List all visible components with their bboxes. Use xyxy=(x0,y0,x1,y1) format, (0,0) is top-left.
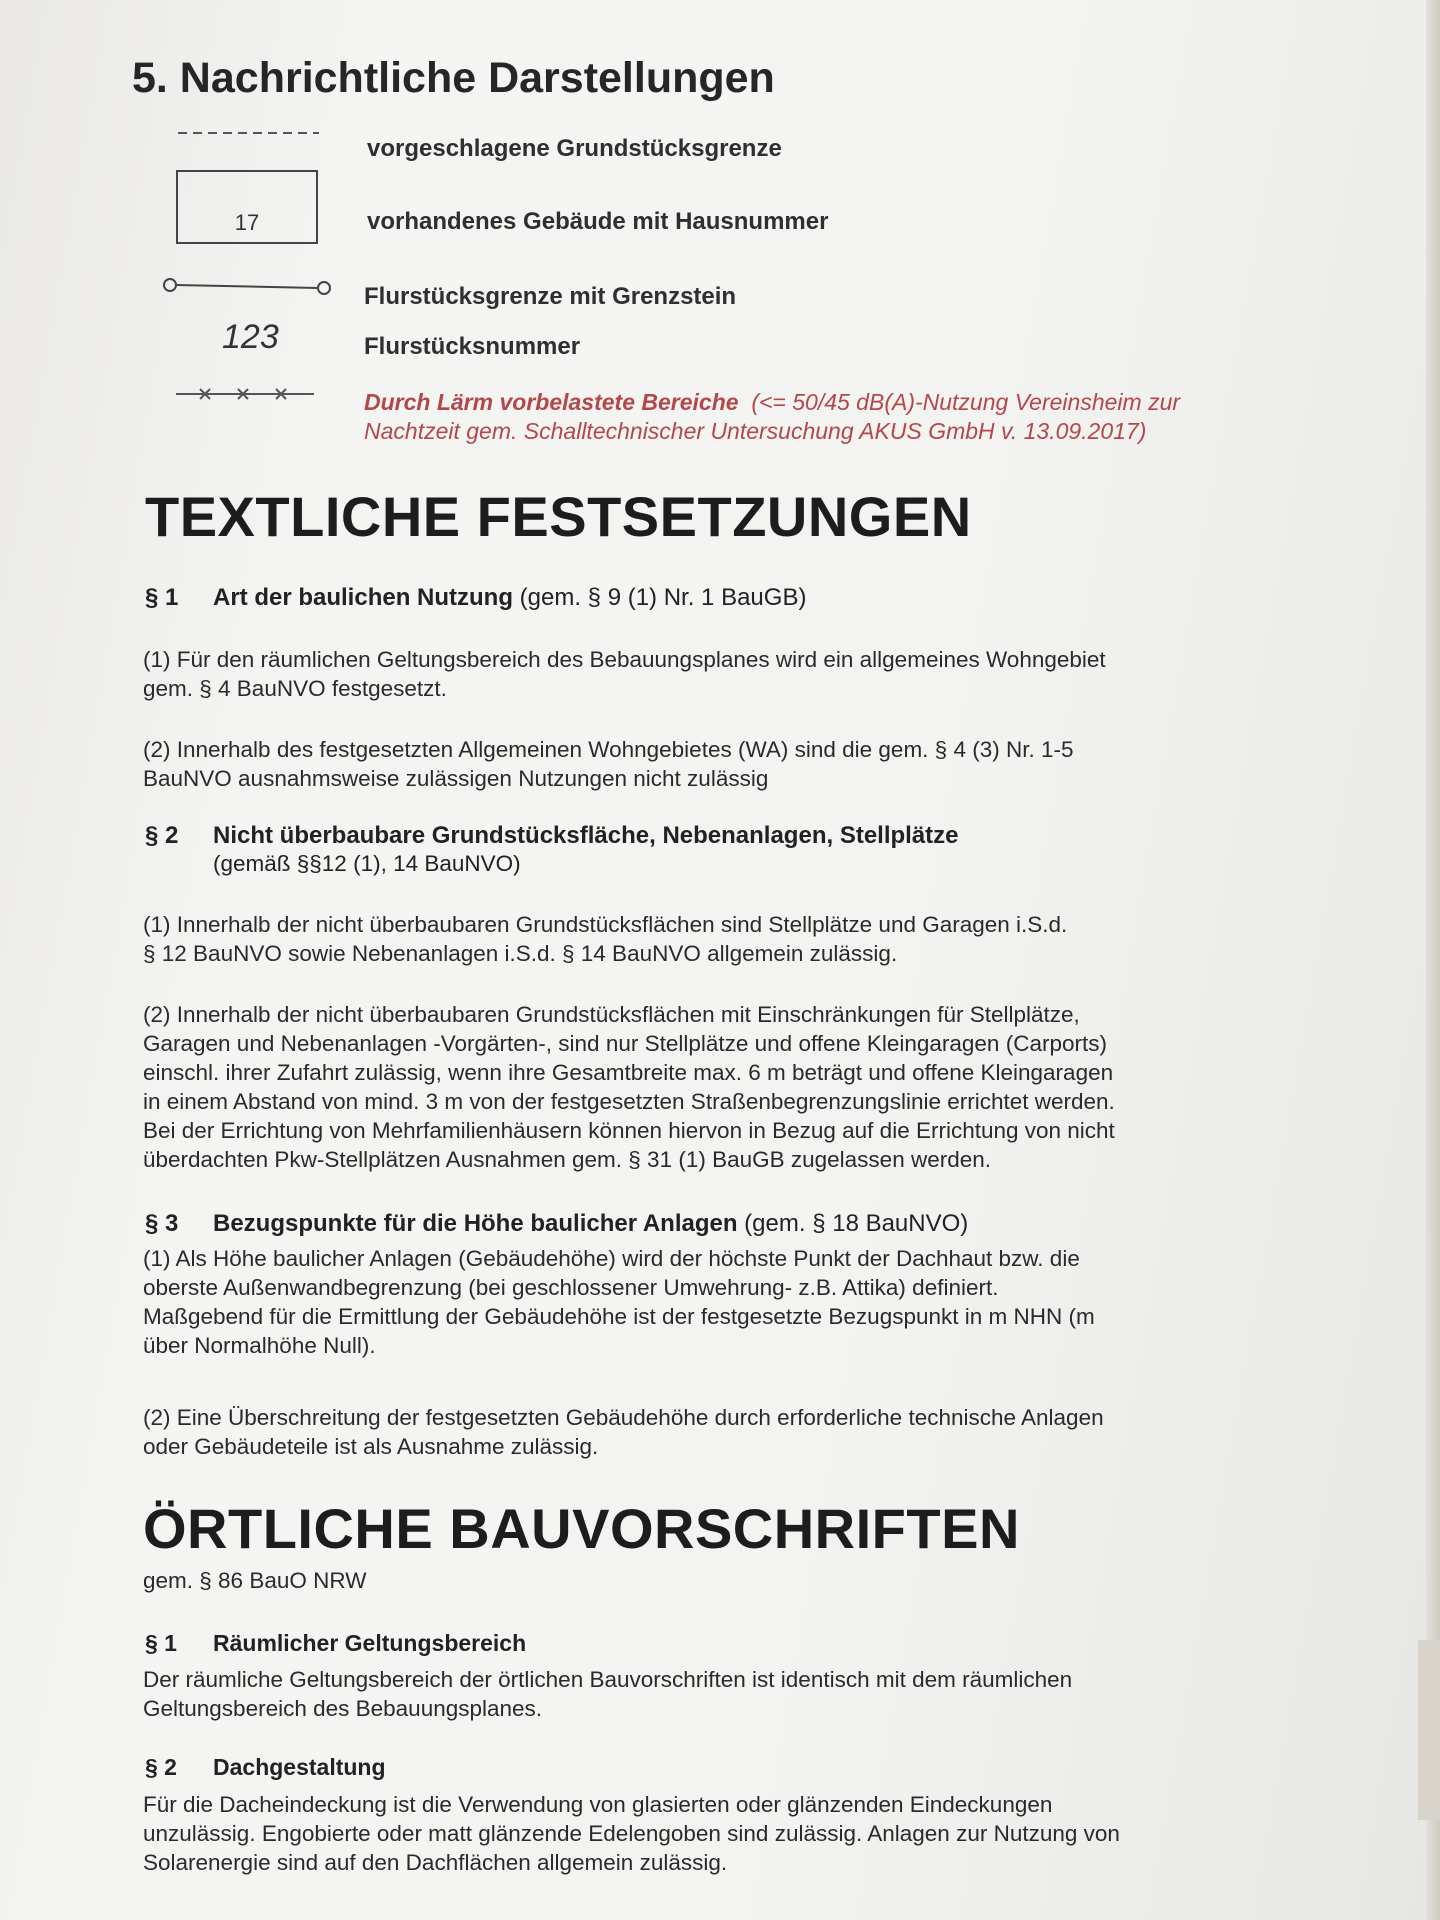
text-line: Bei der Errichtung von Mehrfamilienhäusern können hiervon in Bezug auf die Errichtung von nicht xyxy=(143,1118,1115,1143)
text-line: oberste Außenwandbegrenzung (bei geschlossener Umwehrung- z.B. Attika) definiert. xyxy=(143,1275,999,1300)
para-1-heading xyxy=(145,584,806,612)
parcel-number-sample: 123 xyxy=(222,318,279,356)
para-title: Bezugspunkte für die Höhe baulicher Anlagen xyxy=(213,1210,738,1237)
noise-detail-2: Nachtzeit gem. Schalltechnischer Untersuchung AKUS GmbH v. 13.09.2017) xyxy=(364,418,1147,444)
text-line: Maßgebend für die Ermittlung der Gebäudehöhe ist der festgesetzte Bezugspunkt in m NHN (m xyxy=(143,1304,1095,1329)
text-line: einschl. ihrer Zufahrt zulässig, wenn ihre Gesamtbreite max. 6 m beträgt und offene Kleingaragen xyxy=(143,1060,1114,1085)
legend-proposed-boundary: vorgeschlagene Grundstücksgrenze xyxy=(367,135,782,162)
oertliche-para-2-heading xyxy=(145,1754,386,1781)
text-line: (2) Innerhalb der nicht überbaubaren Grundstücksflächen mit Einschränkungen für Stellplätze, xyxy=(143,1002,1080,1027)
noise-area-symbol xyxy=(174,384,316,404)
legend-parcel-number: Flurstücksnummer xyxy=(364,333,581,360)
neighbor-sheet xyxy=(1418,1640,1440,1820)
noise-title: Durch Lärm vorbelastete Bereiche xyxy=(364,389,739,415)
para-ref: (gem. § 9 (1) Nr. 1 BauGB) xyxy=(513,584,807,611)
para-2-text-2 xyxy=(143,1000,1115,1174)
oertliche-para-2-text xyxy=(143,1790,1120,1877)
text-line: (1) Als Höhe baulicher Anlagen (Gebäudehöhe) wird der höchste Punkt der Dachhaut bzw. die xyxy=(143,1246,1080,1271)
para-title: Räumlicher Geltungsbereich xyxy=(213,1630,527,1656)
boundary-stone-symbol xyxy=(160,276,335,296)
oertliche-para-1-text xyxy=(143,1665,1072,1723)
para-number: § 1 xyxy=(145,1630,177,1656)
text-line: § 12 BauNVO sowie Nebenanlagen i.S.d. § 14 BauNVO allgemein zulässig. xyxy=(143,941,898,966)
para-1-text-2 xyxy=(143,735,1074,793)
building-symbol xyxy=(176,170,318,244)
text-line: in einem Abstand von mind. 3 m von der festgesetzten Straßenbegrenzungslinie errichtet werden. xyxy=(143,1089,1115,1114)
text-line: Der räumliche Geltungsbereich der örtlichen Bauvorschriften ist identisch mit dem räumlichen xyxy=(143,1667,1073,1692)
text-line: Geltungsbereich des Bebauungsplanes. xyxy=(143,1696,543,1721)
text-line: Für die Dacheindeckung ist die Verwendung von glasierten oder glänzenden Eindeckungen xyxy=(143,1792,1053,1817)
text-line: überdachten Pkw-Stellplätzen Ausnahmen gem. § 31 (1) BauGB zugelassen werden. xyxy=(143,1147,992,1172)
para-1-text-1 xyxy=(143,645,1106,703)
text-line: Solarenergie sind auf den Dachflächen allgemein zulässig. xyxy=(143,1850,728,1875)
text-line: Garagen und Nebenanlagen -Vorgärten-, sind nur Stellplätze und offene Kleingaragen (Carports) xyxy=(143,1031,1107,1056)
text-line: oder Gebäudeteile ist als Ausnahme zulässig. xyxy=(143,1434,599,1459)
para-3-text-2 xyxy=(143,1403,1104,1461)
page-edge xyxy=(1426,0,1440,1920)
para-title: Art der baulichen Nutzung xyxy=(213,584,513,611)
para-ref: (gemäß §§12 (1), 14 BauNVO) xyxy=(213,851,521,876)
text-line: (1) Für den räumlichen Geltungsbereich des Bebauungsplanes wird ein allgemeines Wohngebiet xyxy=(143,647,1106,672)
heading-oertliche: ÖRTLICHE BAUVORSCHRIFTEN xyxy=(143,1497,1020,1560)
text-line: über Normalhöhe Null). xyxy=(143,1333,376,1358)
para-3-text-1 xyxy=(143,1244,1095,1360)
para-title: Nicht überbaubare Grundstücksfläche, Nebenanlagen, Stellplätze xyxy=(213,822,959,849)
para-number: § 3 xyxy=(145,1210,179,1237)
oertliche-para-1-heading xyxy=(145,1630,526,1657)
legend-existing-building: vorhandenes Gebäude mit Hausnummer xyxy=(367,208,829,235)
heading-textliche: TEXTLICHE FESTSETZUNGEN xyxy=(145,485,972,548)
dashed-line-symbol xyxy=(176,128,321,138)
noise-detail-1: (<= 50/45 dB(A)-Nutzung Vereinsheim zur xyxy=(751,389,1181,415)
text-line: unzulässig. Engobierte oder matt glänzende Edelengoben sind zulässig. Anlagen zur Nutzung von xyxy=(143,1821,1120,1846)
para-number: § 1 xyxy=(145,584,179,611)
legend-noise xyxy=(364,388,1264,446)
para-ref: (gem. § 18 BauNVO) xyxy=(737,1210,969,1237)
para-2-text-1 xyxy=(143,910,1067,968)
oertliche-subtitle: gem. § 86 BauO NRW xyxy=(143,1568,367,1593)
text-line: (1) Innerhalb der nicht überbaubaren Grundstücksflächen sind Stellplätze und Garagen i.S.d. xyxy=(143,912,1068,937)
house-number: 17 xyxy=(234,210,260,235)
para-title: Dachgestaltung xyxy=(213,1754,386,1780)
legend-parcel-boundary: Flurstücksgrenze mit Grenzstein xyxy=(364,283,737,310)
para-2-heading xyxy=(145,822,959,878)
text-line: (2) Eine Überschreitung der festgesetzten Gebäudehöhe durch erforderliche technische Anlagen xyxy=(143,1405,1104,1430)
text-line: (2) Innerhalb des festgesetzten Allgemeinen Wohngebietes (WA) sind die gem. § 4 (3) Nr. 1-5 xyxy=(143,737,1074,762)
section-title: 5. Nachrichtliche Darstellungen xyxy=(132,54,775,102)
text-line: BauNVO ausnahmsweise zulässigen Nutzungen nicht zulässig xyxy=(143,766,769,791)
text-line: gem. § 4 BauNVO festgesetzt. xyxy=(143,676,447,701)
para-3-heading xyxy=(145,1210,968,1238)
para-number: § 2 xyxy=(145,1754,177,1780)
para-number: § 2 xyxy=(145,822,179,849)
